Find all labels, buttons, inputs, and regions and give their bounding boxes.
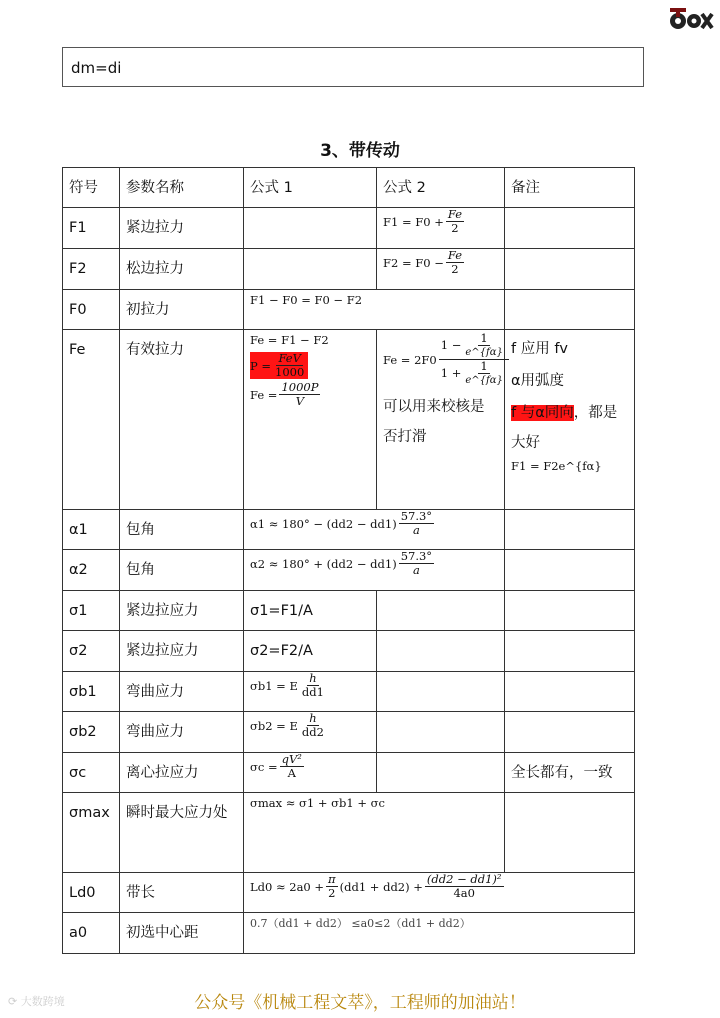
- table-cell: [244, 550, 505, 591]
- table-cell: [244, 631, 377, 672]
- table-cell: [377, 208, 505, 249]
- table-cell: [505, 712, 635, 753]
- table-row: [63, 672, 635, 712]
- formula: 0.7（dd1 + dd2） ≤a0≤2（dd1 + dd2）: [250, 917, 471, 930]
- table-cell: 瞬时最大应力处: [120, 793, 244, 873]
- table-cell: [505, 510, 635, 550]
- formula: σmax ≈ σ1 + σb1 + σc: [250, 796, 385, 810]
- table-row: [63, 330, 635, 510]
- table-cell: F0: [63, 290, 120, 330]
- table-row: [63, 550, 635, 591]
- highlighted-formula: P = FeV 1000: [250, 352, 308, 379]
- formula: Fe = $\frac{1000P}{V}$: [250, 380, 319, 408]
- formula: F1 = F2e^{fα}: [511, 459, 602, 473]
- formula: F1 = F0 + $\frac{Fe}{2}$: [383, 207, 462, 235]
- table-cell: F2: [63, 249, 120, 290]
- table-row: [63, 249, 635, 290]
- formula: σb2 = E h dd2: [250, 711, 324, 739]
- table-row: [63, 631, 635, 672]
- table-cell: 包角: [120, 550, 244, 591]
- formula: F2 = F0 − $\frac{Fe}{2}$: [383, 248, 462, 276]
- table-cell: Fe: [63, 330, 120, 510]
- table-cell: [244, 591, 377, 631]
- table-cell: [244, 510, 505, 550]
- formula: Ld0 ≈ 2a0 + $\frac{\pi}{2}$ (dd1 + dd2) + $\frac{\text{(dd2 − dd1)²}}{4a0}$: [250, 872, 502, 900]
- table-cell: 初拉力: [120, 290, 244, 330]
- table-cell: 松边拉力: [120, 249, 244, 290]
- logo-icon: [668, 6, 714, 32]
- table-cell: [377, 330, 505, 510]
- table-cell: [244, 672, 377, 712]
- note-text: 否打滑: [383, 429, 427, 445]
- watermark-icon: ⟳: [8, 995, 21, 1008]
- table-row: [63, 793, 635, 873]
- note-text: 可以用来校核是: [383, 399, 485, 415]
- table-cell: [377, 753, 505, 793]
- table-cell: [244, 249, 377, 290]
- formula: σc = $\frac{\text{qV²}}{A}$: [250, 752, 302, 780]
- table-cell: [377, 249, 505, 290]
- formula-text: dm=di: [71, 59, 122, 77]
- table-cell: [244, 208, 377, 249]
- table-cell: [377, 672, 505, 712]
- note-text: f 与α同向，都是: [511, 405, 618, 421]
- table-row: [63, 753, 635, 793]
- footer-text: 公众号《机械工程文萃》，工程师的加油站！: [194, 993, 526, 1013]
- table-cell: Ld0: [63, 873, 120, 913]
- table-cell: [505, 249, 635, 290]
- belt-drive-table: [62, 167, 635, 954]
- table-cell: [244, 330, 377, 510]
- table-cell: [377, 591, 505, 631]
- table-cell: [244, 913, 635, 954]
- table-cell: [505, 550, 635, 591]
- table-row: [63, 712, 635, 753]
- table-cell: 紧边拉力: [120, 208, 244, 249]
- highlighted-note: f 与α同向: [511, 405, 574, 421]
- table-cell: a0: [63, 913, 120, 954]
- table-cell: [244, 290, 505, 330]
- note-text: f 应用 fv: [511, 341, 569, 357]
- table-cell: α1: [63, 510, 120, 550]
- table-cell: [244, 873, 635, 913]
- table-cell: α2: [63, 550, 120, 591]
- note-text: 大好: [511, 435, 540, 451]
- header-cell: 备注: [505, 168, 635, 208]
- table-row: [63, 208, 635, 249]
- table-cell: 离心拉应力: [120, 753, 244, 793]
- table-cell: σ2: [63, 631, 120, 672]
- table-cell: [505, 208, 635, 249]
- table-cell: 弯曲应力: [120, 672, 244, 712]
- table-cell: [244, 753, 377, 793]
- table-cell: 包角: [120, 510, 244, 550]
- table-cell: [505, 290, 635, 330]
- table-cell: 紧边拉应力: [120, 631, 244, 672]
- table-cell: [505, 672, 635, 712]
- table-cell: [377, 631, 505, 672]
- formula: α2 ≈ 180° + (dd2 − dd1) 57.3° a: [250, 549, 433, 577]
- table-cell: [505, 591, 635, 631]
- table-row: [63, 510, 635, 550]
- table-cell: σb1: [63, 672, 120, 712]
- header-cell: 公式 2: [377, 168, 505, 208]
- formula: σ1=F1/A: [250, 603, 313, 619]
- table-cell: 初选中心距: [120, 913, 244, 954]
- table-row: [63, 290, 635, 330]
- formula: F1 − F0 = F0 − F2: [250, 293, 363, 307]
- table-cell: σb2: [63, 712, 120, 753]
- header-cell: 符号: [63, 168, 120, 208]
- note-text: α用弧度: [511, 373, 565, 389]
- formula-box: [62, 47, 644, 87]
- table-cell: [244, 712, 377, 753]
- table-cell: [505, 631, 635, 672]
- table-row: [63, 873, 635, 913]
- table-cell: [244, 793, 505, 873]
- table-row: [63, 913, 635, 954]
- header-cell: 公式 1: [244, 168, 377, 208]
- table-cell: 有效拉力: [120, 330, 244, 510]
- formula: Fe = 2F0 1 − $\frac{1}{e\^{}\{f\alpha\}}$ 1 + $\frac{1}{e\^{}\{f\alpha\}}$: [383, 332, 511, 387]
- table-cell: σc: [63, 753, 120, 793]
- formula: σ2=F2/A: [250, 643, 313, 659]
- table-cell: 紧边拉应力: [120, 591, 244, 631]
- table-cell: σmax: [63, 793, 120, 873]
- formula: Fe = F1 − F2: [250, 333, 329, 347]
- table-cell: 弯曲应力: [120, 712, 244, 753]
- table-cell: [505, 793, 635, 873]
- table-cell: [505, 330, 635, 510]
- table-cell: σ1: [63, 591, 120, 631]
- table-cell: [377, 712, 505, 753]
- table-header-row: [63, 168, 635, 208]
- section-title: 3、带传动: [320, 141, 400, 161]
- formula: σb1 = E h dd1: [250, 671, 324, 699]
- watermark: ⟳ 大数跨境: [8, 995, 65, 1008]
- header-cell: 参数名称: [120, 168, 244, 208]
- table-cell: 带长: [120, 873, 244, 913]
- formula: α1 ≈ 180° − (dd2 − dd1) 57.3° a: [250, 509, 433, 537]
- note-text: 全长都有，一致: [511, 765, 613, 781]
- table-cell: [505, 753, 635, 793]
- table-row: [63, 591, 635, 631]
- table-cell: F1: [63, 208, 120, 249]
